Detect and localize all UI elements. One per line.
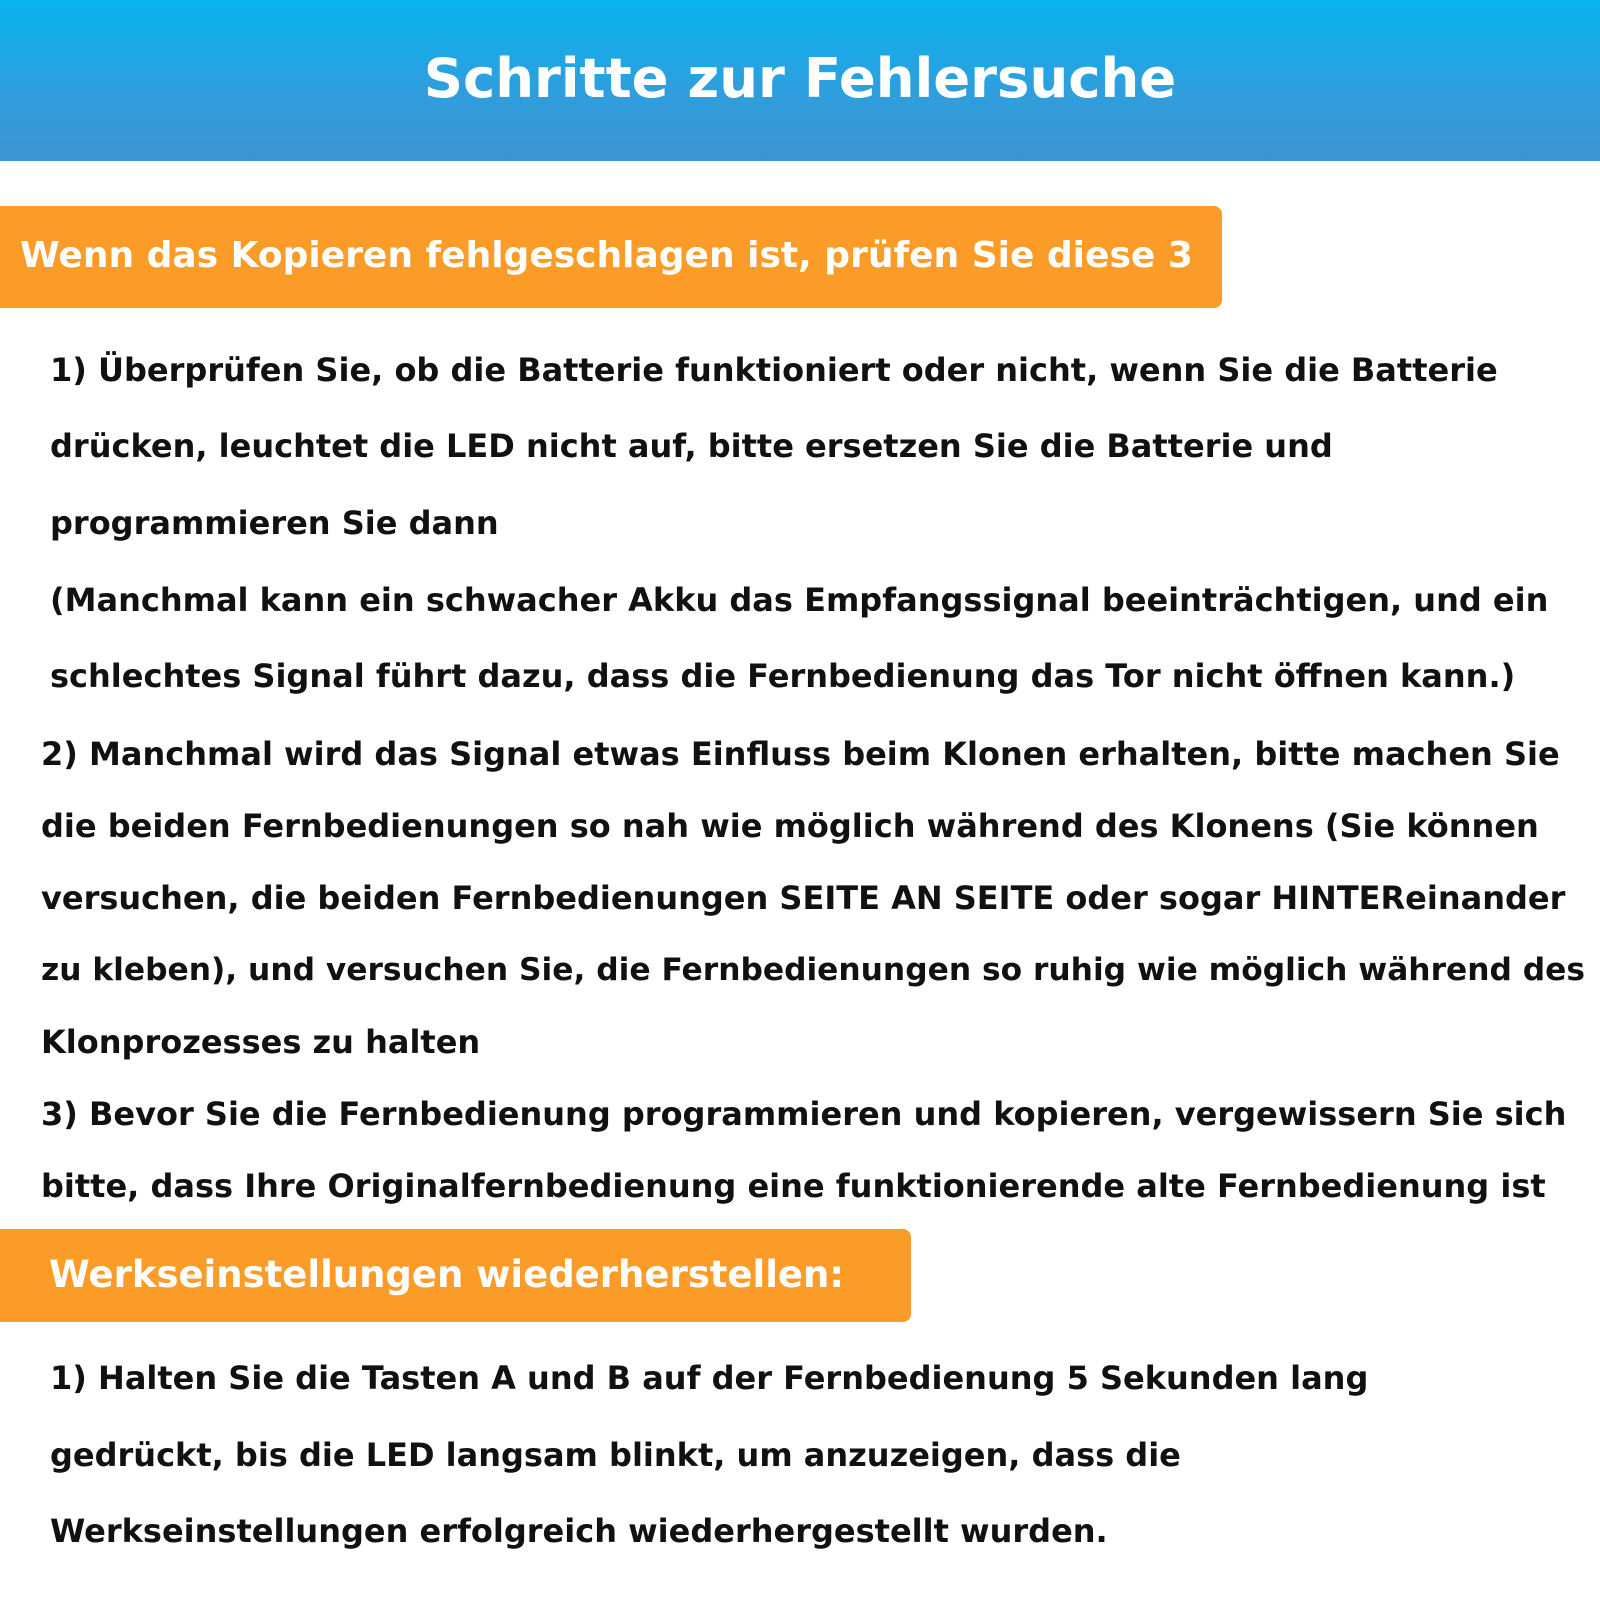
item-text-line: zu kleben), und versuchen Sie, die Fernbedienungen so ruhig wie möglich während des [41,952,1585,988]
section-heading-label: Wenn das Kopieren fehlgeschlagen ist, prüfen Sie diese 3 [20,235,1193,276]
item-text-line: versuchen, die beiden Fernbedienungen SEITE AN SEITE oder sogar HINTEReinander [41,879,1566,917]
item-text-line: schlechtes Signal führt dazu, dass die Fernbedienung das Tor nicht öffnen kann.) [50,657,1516,695]
item-text-line: 1) Überprüfen Sie, ob die Batterie funktioniert oder nicht, wenn Sie die Batterie [50,351,1498,389]
item-text-line: die beiden Fernbedienungen so nah wie möglich während des Klonens (Sie können [41,807,1539,845]
item-text-line: programmieren Sie dann [50,504,499,542]
section-heading-label: Werkseinstellungen wiederherstellen: [49,1253,845,1296]
section-heading-failed-copy [0,206,1222,308]
item-text-line: (Manchmal kann ein schwacher Akku das Empfangssignal beeinträchtigen, und ein [50,581,1549,619]
page-title: Schritte zur Fehlersuche [423,46,1177,110]
item-text-line: drücken, leuchtet die LED nicht auf, bitte ersetzen Sie die Batterie und [50,427,1333,465]
item-text-line: Klonprozesses zu halten [41,1023,481,1061]
header-band [0,0,1600,161]
item-text-line: bitte, dass Ihre Originalfernbedienung eine funktionierende alte Fernbedienung ist [41,1167,1546,1205]
item-text-line: 1) Halten Sie die Tasten A und B auf der Fernbedienung 5 Sekunden lang [50,1359,1369,1397]
item-text-line: 3) Bevor Sie die Fernbedienung programmieren und kopieren, vergewissern Sie sich [41,1095,1567,1133]
section-heading-factory-reset [0,1229,911,1322]
item-text-line: 2) Manchmal wird das Signal etwas Einfluss beim Klonen erhalten, bitte machen Sie [41,735,1560,773]
item-text-line: gedrückt, bis die LED langsam blinkt, um anzuzeigen, dass die [50,1436,1181,1474]
item-text-line: Werkseinstellungen erfolgreich wiederhergestellt wurden. [50,1512,1108,1550]
